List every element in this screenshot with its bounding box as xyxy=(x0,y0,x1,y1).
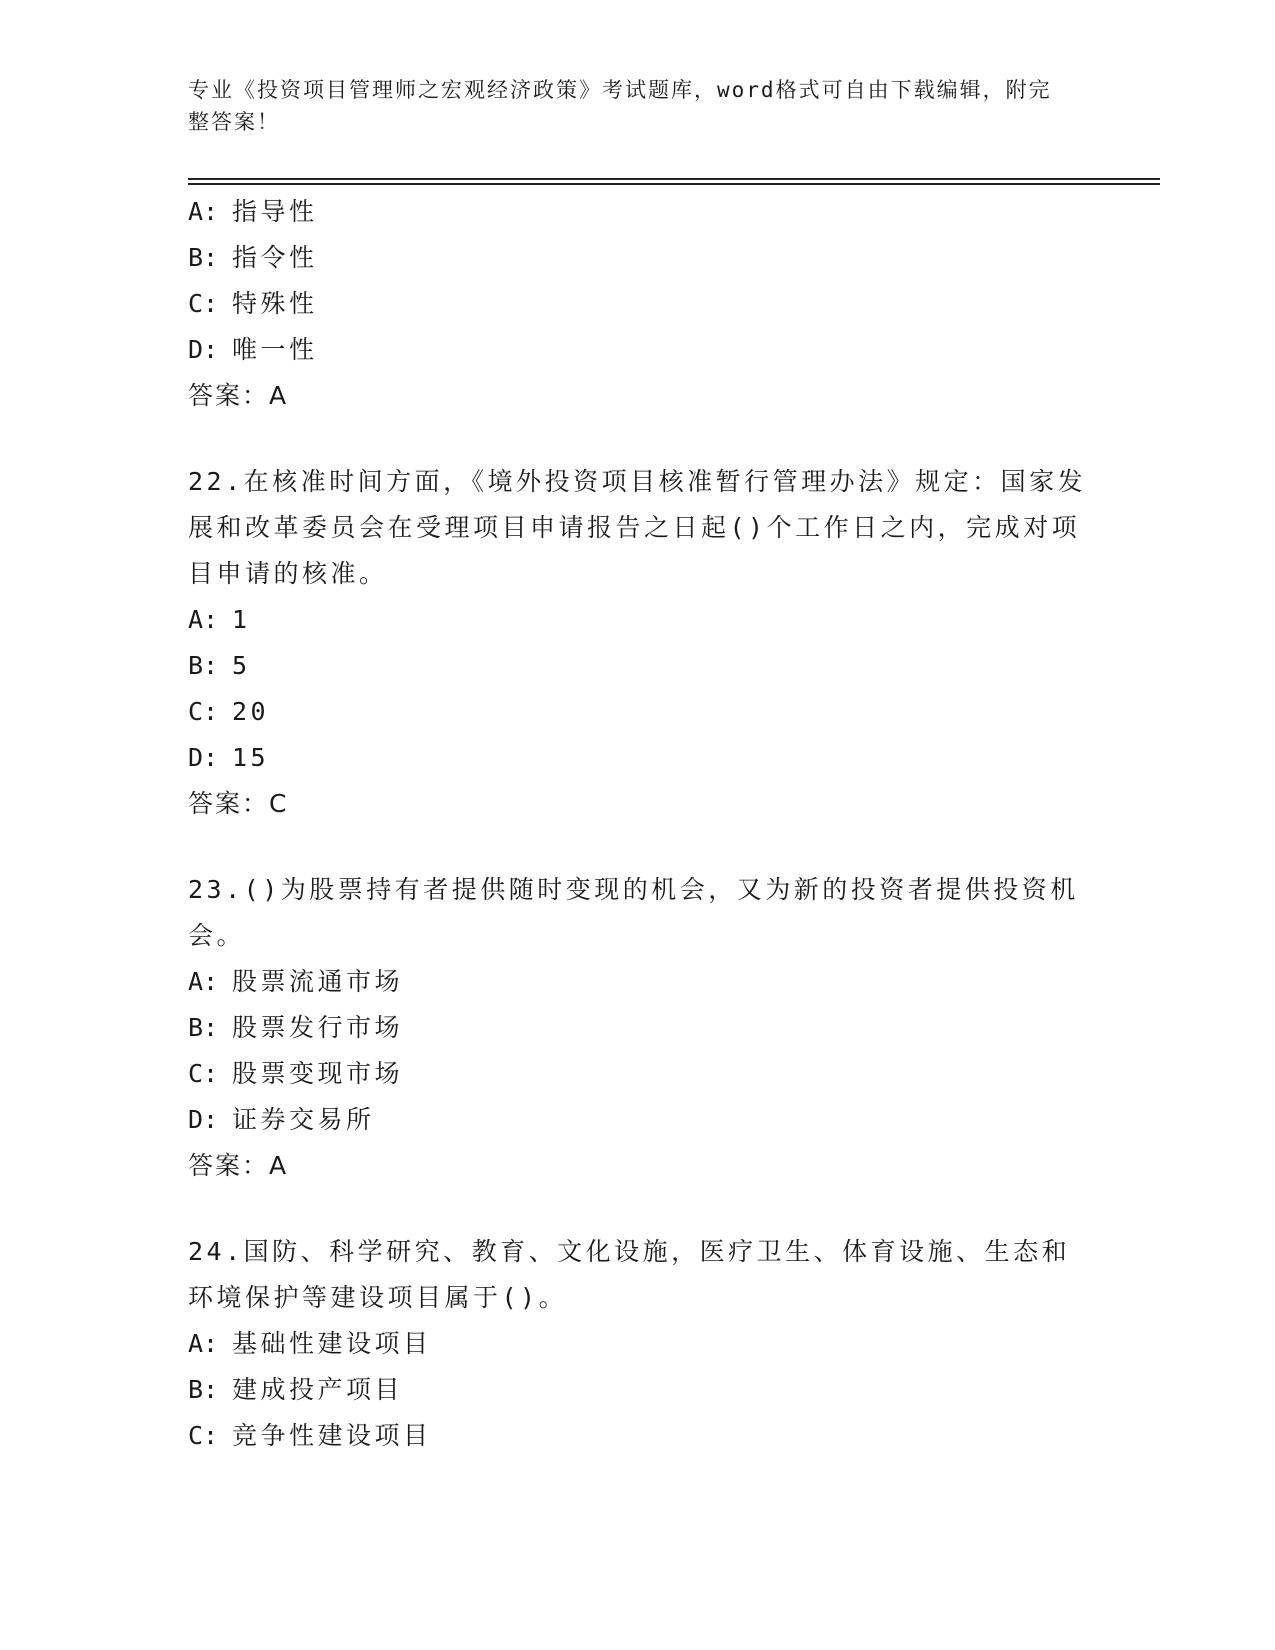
option-text: 证券交易所 xyxy=(232,1105,375,1134)
option-c xyxy=(188,1413,1088,1459)
option-text: 唯一性 xyxy=(232,335,318,364)
option-letter: A: xyxy=(188,967,219,996)
option-d xyxy=(188,735,1088,781)
option-letter: B: xyxy=(188,651,219,680)
option-text: 基础性建设项目 xyxy=(232,1329,432,1358)
option-a xyxy=(188,959,1088,1005)
option-c xyxy=(188,1051,1088,1097)
option-d xyxy=(188,327,1088,373)
option-text: 股票流通市场 xyxy=(232,967,404,996)
option-letter: A: xyxy=(188,605,219,634)
option-text: 股票变现市场 xyxy=(232,1059,404,1088)
option-text: 5 xyxy=(232,651,251,680)
option-letter: B: xyxy=(188,243,219,272)
option-letter: C: xyxy=(188,1421,219,1450)
option-letter: C: xyxy=(188,1059,219,1088)
option-letter: A: xyxy=(188,197,219,226)
question-stem: 23.()为股票持有者提供随时变现的机会，又为新的投资者提供投资机会。 xyxy=(188,875,1079,950)
option-a xyxy=(188,1321,1088,1367)
header-divider-top xyxy=(188,178,1160,180)
option-c xyxy=(188,281,1088,327)
answer-line: 答案：A xyxy=(188,381,289,410)
option-text: 建成投产项目 xyxy=(232,1375,404,1404)
answer-line: 答案：A xyxy=(188,1151,289,1180)
option-letter: D: xyxy=(188,743,219,772)
option-letter: A: xyxy=(188,1329,219,1358)
option-a xyxy=(188,597,1088,643)
document-header: 专业《投资项目管理师之宏观经济政策》考试题库，word格式可自由下载编辑，附完整答案！ xyxy=(188,78,1052,134)
option-text: 指导性 xyxy=(232,197,318,226)
question-block-22 xyxy=(188,459,1088,827)
option-text: 指令性 xyxy=(232,243,318,272)
question-block-24 xyxy=(188,1229,1088,1459)
question-block-23 xyxy=(188,867,1088,1189)
option-letter: C: xyxy=(188,697,219,726)
question-stem: 22.在核准时间方面，《境外投资项目核准暂行管理办法》规定：国家发展和改革委员会在受理项目申请报告之日起()个工作日之内，完成对项目申请的核准。 xyxy=(188,467,1087,588)
option-b xyxy=(188,1005,1088,1051)
option-letter: B: xyxy=(188,1013,219,1042)
option-letter: C: xyxy=(188,289,219,318)
option-b xyxy=(188,1367,1088,1413)
option-b xyxy=(188,643,1088,689)
option-d xyxy=(188,1097,1088,1143)
option-text: 15 xyxy=(232,743,270,772)
option-text: 竞争性建设项目 xyxy=(232,1421,432,1450)
option-c xyxy=(188,689,1088,735)
answer-line: 答案：C xyxy=(188,789,289,818)
option-text: 1 xyxy=(232,605,251,634)
option-b xyxy=(188,235,1088,281)
question-block-continuation xyxy=(188,189,1088,419)
option-letter: D: xyxy=(188,335,219,364)
header-divider-bottom xyxy=(188,183,1160,185)
option-letter: D: xyxy=(188,1105,219,1134)
question-stem: 24.国防、科学研究、教育、文化设施，医疗卫生、体育设施、生态和环境保护等建设项目属于()。 xyxy=(188,1237,1071,1312)
question-list xyxy=(188,189,1088,1459)
option-a xyxy=(188,189,1088,235)
option-text: 20 xyxy=(232,697,270,726)
option-text: 特殊性 xyxy=(232,289,318,318)
option-letter: B: xyxy=(188,1375,219,1404)
option-text: 股票发行市场 xyxy=(232,1013,404,1042)
